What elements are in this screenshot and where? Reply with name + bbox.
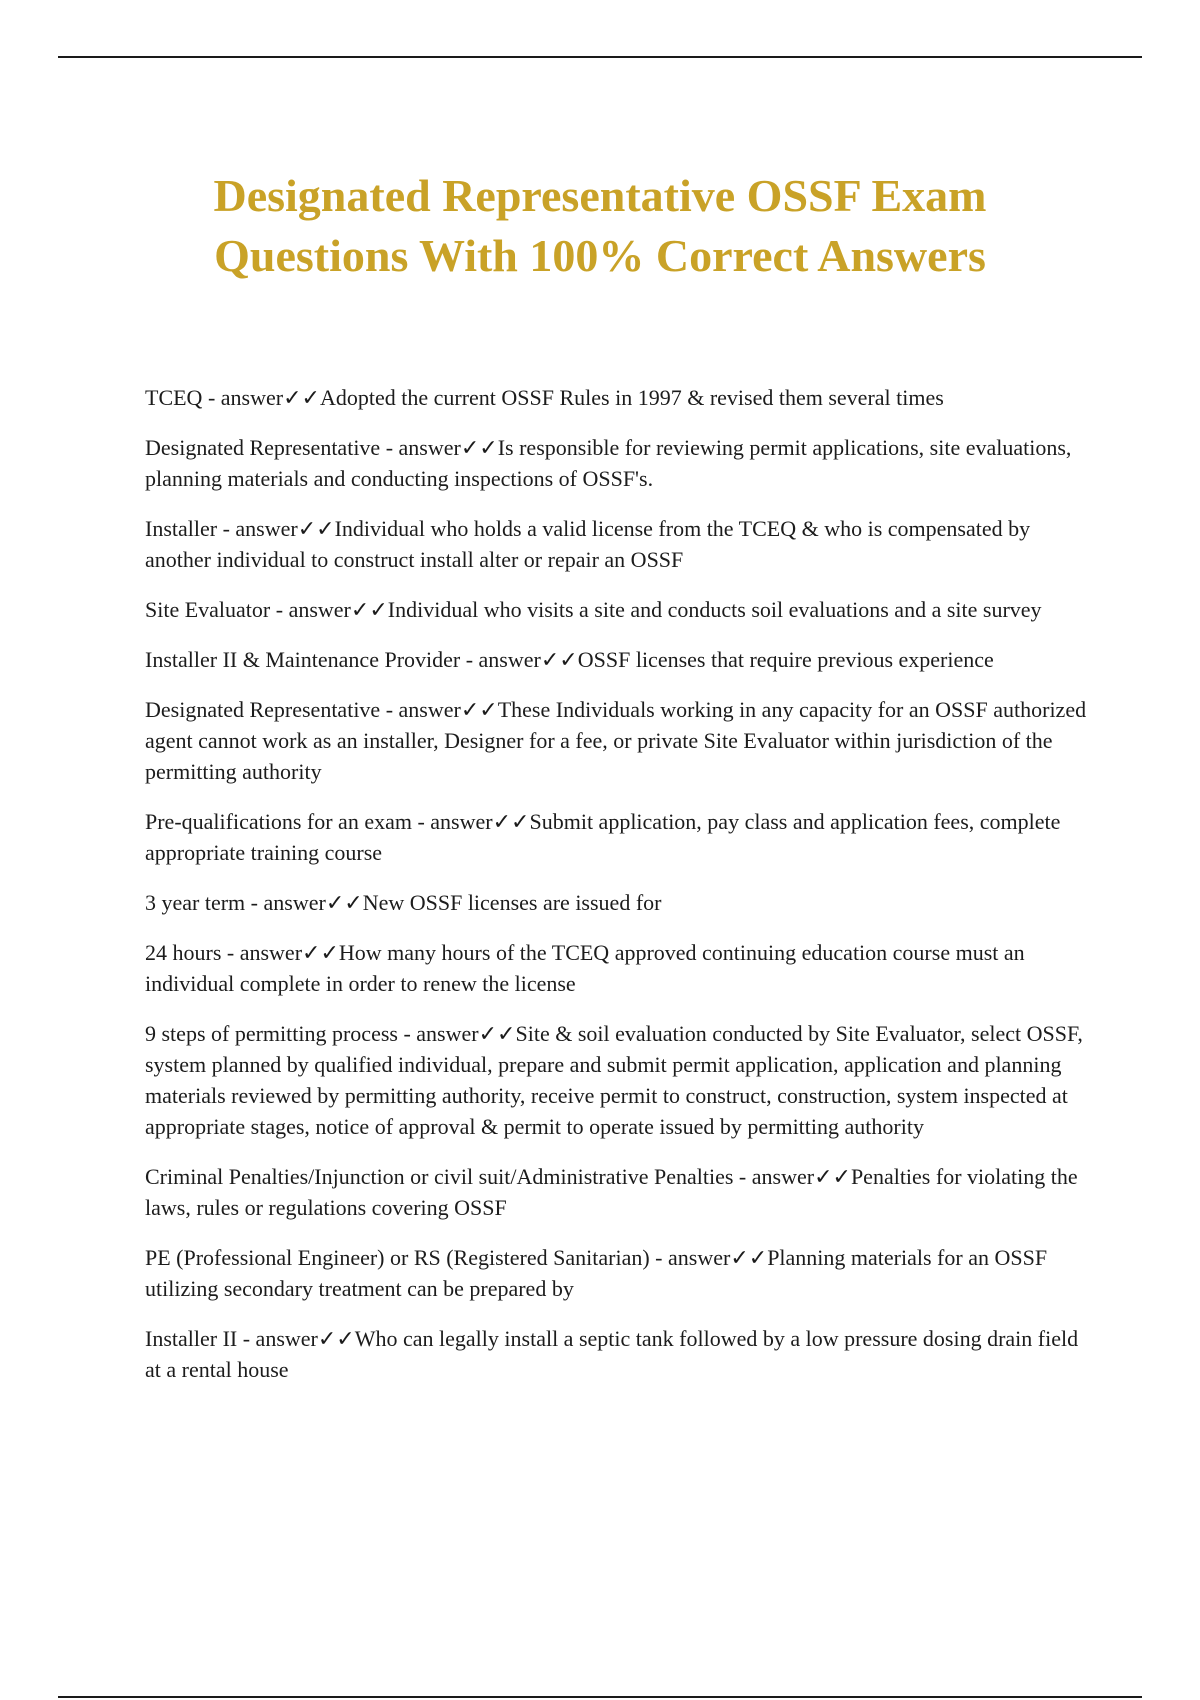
qa-item-2: [145, 432, 1095, 494]
check-icon: ✓✓: [460, 697, 498, 722]
top-divider: [58, 56, 1142, 58]
check-icon: ✓✓: [814, 1164, 851, 1189]
qa-answer: New OSSF licenses are issued for: [362, 890, 662, 915]
check-icon: ✓✓: [283, 385, 320, 410]
qa-item-10: [145, 1018, 1095, 1142]
qa-answer: How many hours of the TCEQ approved continuing education course must an individual complete in order to renew the license: [145, 940, 1025, 996]
qa-term: 9 steps of permitting process: [145, 1021, 398, 1046]
qa-answer: Adopted the current OSSF Rules in 1997 & revised them several times: [319, 385, 944, 410]
qa-separator: - answer: [270, 597, 351, 622]
qa-item-4: [145, 594, 1095, 625]
page-title-line-1: Designated Representative OSSF Exam: [213, 170, 987, 221]
check-icon: ✓✓: [317, 1326, 355, 1351]
qa-separator: - answer: [411, 809, 493, 834]
qa-item-6: [145, 694, 1095, 787]
qa-item-12: [145, 1242, 1095, 1304]
check-icon: ✓✓: [350, 597, 388, 622]
qa-separator: - answer: [460, 647, 541, 672]
qa-item-13: [145, 1323, 1095, 1385]
check-icon: ✓✓: [492, 809, 530, 834]
qa-separator: - answer: [649, 1245, 731, 1270]
qa-term: Installer II: [145, 1326, 238, 1351]
qa-answer: These Individuals working in any capacity for an OSSF authorized agent cannot work as an installer, Designer for a fee, or private Site Evaluator within jurisdiction of the permitting authority: [145, 697, 1087, 784]
qa-item-11: [145, 1161, 1095, 1223]
qa-term: TCEQ: [145, 385, 203, 410]
qa-term: Installer II & Maintenance Provider: [145, 647, 461, 672]
page-title-line-2: Questions With 100% Correct Answers: [214, 230, 986, 281]
qa-answer: Penalties for violating the laws, rules or regulations covering OSSF: [145, 1164, 1078, 1220]
qa-answer: Who can legally install a septic tank followed by a low pressure dosing drain field at a rental house: [145, 1326, 1079, 1382]
check-icon: ✓✓: [730, 1245, 768, 1270]
page-title: [0, 166, 1200, 286]
qa-separator: - answer: [202, 385, 284, 410]
qa-answer: Submit application, pay class and application fees, complete appropriate training course: [145, 809, 1061, 865]
check-icon: ✓✓: [478, 1021, 516, 1046]
qa-separator: - answer: [733, 1164, 815, 1189]
qa-answer: Individual who holds a valid license from the TCEQ & who is compensated by another individual to construct install alter or repair an OSSF: [145, 516, 1031, 572]
check-icon: ✓✓: [460, 435, 498, 460]
qa-answer: Planning materials for an OSSF utilizing secondary treatment can be prepared by: [145, 1245, 1048, 1301]
qa-term: Designated Representative: [145, 697, 381, 722]
qa-separator: - answer: [217, 516, 298, 541]
qa-item-7: [145, 806, 1095, 868]
qa-term: Designated Representative: [145, 435, 381, 460]
check-icon: ✓✓: [297, 516, 335, 541]
qa-answer: Site & soil evaluation conducted by Site Evaluator, select OSSF, system planned by qualified individual, prepare and submit permit application, application and planning materials reviewed by permitting authority, receive permit to construct, construction, system inspected at appropriate stages, notice of approval & permit to operate issued by permitting authority: [145, 1021, 1083, 1139]
qa-item-5: [145, 644, 1095, 675]
qa-separator: - answer: [221, 940, 303, 965]
qa-item-1: [145, 382, 1095, 413]
qa-term: Pre-qualifications for an exam: [145, 809, 412, 834]
qa-item-8: [145, 887, 1095, 918]
check-icon: ✓✓: [540, 647, 578, 672]
qa-separator: - answer: [245, 890, 326, 915]
qa-term: 24 hours: [145, 940, 222, 965]
qa-separator: - answer: [380, 697, 461, 722]
qa-separator: - answer: [237, 1326, 318, 1351]
qa-separator: - answer: [397, 1021, 479, 1046]
bottom-divider: [58, 1696, 1142, 1698]
qa-term: 3 year term: [145, 890, 246, 915]
qa-term: Criminal Penalties/Injunction or civil suit/Administrative Penalties: [145, 1164, 734, 1189]
check-icon: ✓✓: [302, 940, 339, 965]
qa-term: Site Evaluator: [145, 597, 271, 622]
qa-term: PE (Professional Engineer) or RS (Registered Sanitarian): [145, 1245, 650, 1270]
qa-list: [145, 382, 1095, 1404]
qa-term: Installer: [145, 516, 218, 541]
qa-item-3: [145, 513, 1095, 575]
qa-separator: - answer: [380, 435, 461, 460]
qa-item-9: [145, 937, 1095, 999]
check-icon: ✓✓: [325, 890, 363, 915]
qa-answer: OSSF licenses that require previous experience: [577, 647, 994, 672]
qa-answer: Is responsible for reviewing permit applications, site evaluations, planning materials and conducting inspections of OSSF's.: [145, 435, 1072, 491]
qa-answer: Individual who visits a site and conducts soil evaluations and a site survey: [387, 597, 1042, 622]
